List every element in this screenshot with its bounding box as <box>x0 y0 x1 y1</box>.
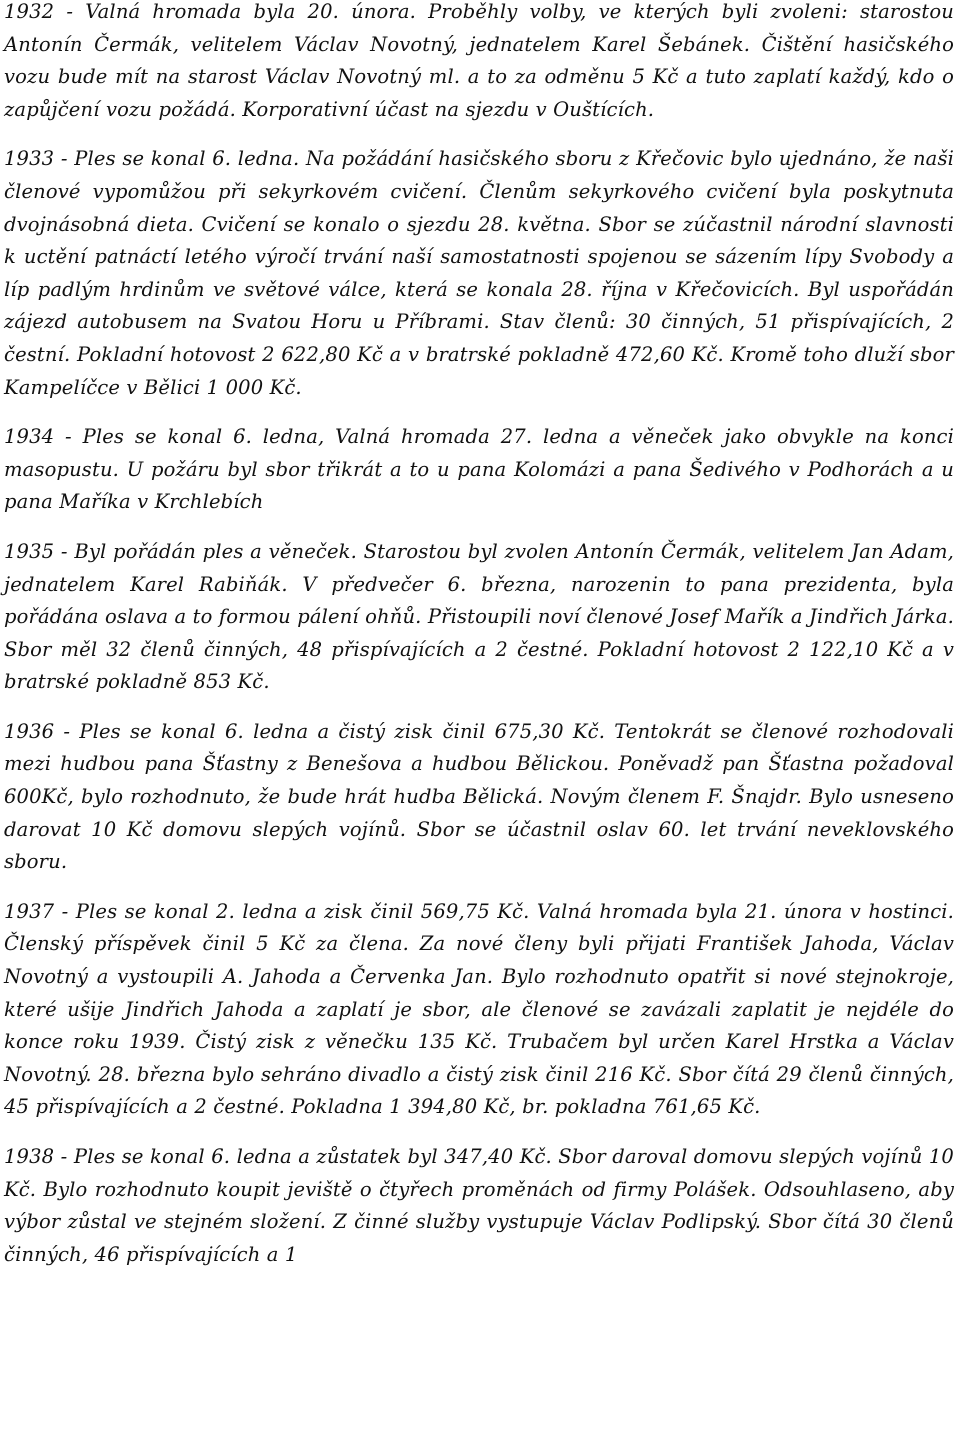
paragraph-1932: 1932 - Valná hromada byla 20. února. Proběhly volby, ve kterých byli zvoleni: starostou Antonín Čermák, velitelem Václav Novotný, jednatelem Karel Šebánek. Čištění hasičského vozu bude mít na starost Václav Novotný ml. a to za odměnu 5 Kč a tuto zaplatí každý, kdo o zapůjčení vozu požádá. Korporativní účast na sjezdu v Ouštících. <box>4 0 954 121</box>
paragraph-1934: 1934 - Ples se konal 6. ledna, Valná hromada 27. ledna a věneček jako obvykle na konci masopustu. U požáru byl sbor třikrát a to u pana Kolomázi a pana Šedivého v Podhorách a u pana Maříka v Krchlebích <box>4 425 954 514</box>
paragraph-1935: 1935 - Byl pořádán ples a věneček. Starostou byl zvolen Antonín Čermák, velitelem Jan Adam, jednatelem Karel Rabiňák. V předvečer 6. března, narozenin to pana prezidenta, byla pořádána oslava a to formou pálení ohňů. Přistoupili noví členové Josef Mařík a Jindřich Járka. Sbor měl 32 členů činných, 48 přispívajících a 2 čestné. Pokladní hotovost 2 122,10 Kč a v bratrské pokladně 853 Kč. <box>4 539 954 694</box>
paragraph-1936: 1936 - Ples se konal 6. ledna a čistý zisk činil 675,30 Kč. Tentokrát se členové rozhodovali mezi hudbou pana Šťastny z Benešova a hudbou Bělickou. Poněvadž pan Šťastna požadoval 600Kč, bylo rozhodnuto, že bude hrát hudba Bělická. Novým členem F. Šnajdr. Bylo usneseno darovat 10 Kč domovu slepých vojínů. Sbor se účastnil oslav 60. let trvání neveklovského sboru. <box>4 719 954 874</box>
paragraph-1937: 1937 - Ples se konal 2. ledna a zisk činil 569,75 Kč. Valná hromada byla 21. února v hostinci. Členský příspěvek činil 5 Kč za člena. Za nové členy byli přijati František Jahoda, Václav Novotný a vystoupili A. Jahoda a Červenka Jan. Bylo rozhodnuto opatřit si nové stejnokroje, které ušije Jindřich Jahoda a zaplatí je sbor, ale členové se zavázali zaplatit je nejdéle do konce roku 1939. Čistý zisk z věnečku 135 Kč. Trubačem byl určen Karel Hrstka a Václav Novotný. 28. března bylo sehráno divadlo a čistý zisk činil 216 Kč. Sbor čítá 29 členů činných, 45 přispívajících a 2 čestné. Pokladna 1 394,80 Kč, br. pokladna 761,65 Kč. <box>4 899 954 1119</box>
paragraph-1938: 1938 - Ples se konal 6. ledna a zůstatek byl 347,40 Kč. Sbor daroval domovu slepých vojínů 10 Kč. Bylo rozhodnuto koupit jeviště o čtyřech proměnách od firmy Polášek. Odsouhlaseno, aby výbor zůstal ve stejném složení. Z činné služby vystupuje Václav Podlipský. Sbor čítá 30 členů činných, 46 přispívajících a 1 <box>4 1145 954 1266</box>
paragraph-1933: 1933 - Ples se konal 6. ledna. Na požádání hasičského sboru z Křečovic bylo ujednáno, že naši členové vypomůžou při sekyrkovém cvičení. Členům sekyrkového cvičení byla poskytnuta dvojnásobná dieta. Cvičení se konalo o sjezdu 28. května. Sbor se zúčastnil národní slavnosti k uctění patnáctí letého výročí trvání naší samostatnosti spojenou se sázením lípy Svobody a líp padlým hrdinům ve světové válce, která se konala 28. října v Křečovicích. Byl uspořádán zájezd autobusem na Svatou Horu u Příbrami. Stav členů: 30 činných, 51 přispívajících, 2 čestní. Pokladní hotovost 2 622,80 Kč a v bratrské pokladně 472,60 Kč. Kromě toho dluží sbor Kampelíčce v Bělici 1 000 Kč. <box>4 147 954 399</box>
